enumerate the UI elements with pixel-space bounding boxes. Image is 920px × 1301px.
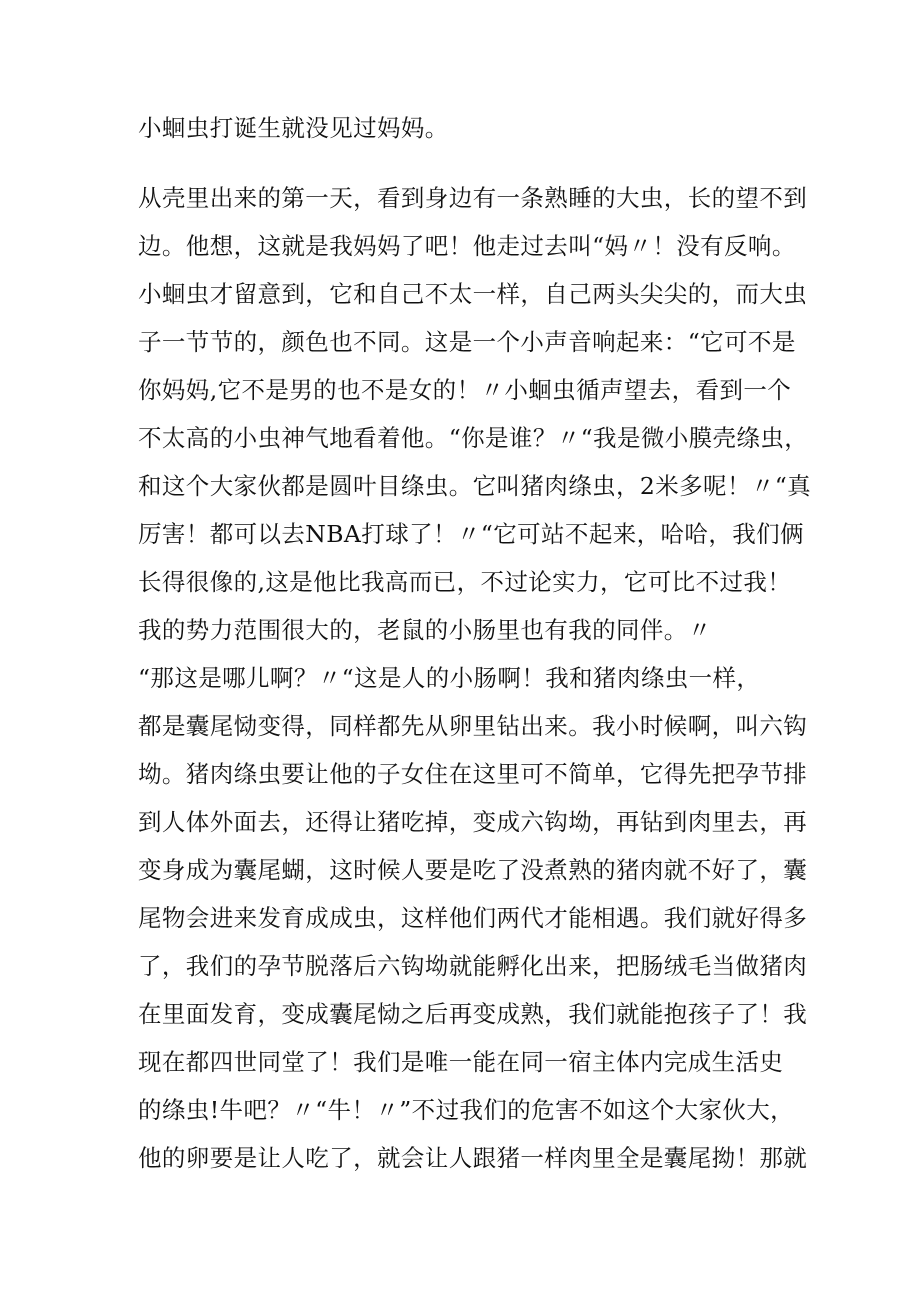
text-line: 和这个大家伙都是圆叶目绦虫。它叫猪肉绦虫，2米多呢！〃“真 bbox=[138, 472, 812, 500]
text-line: 在里面发育，变成囊尾恸之后再变成熟，我们就能抱孩子了！我 bbox=[138, 1000, 808, 1028]
text-line: 都是囊尾恸变得，同样都先从卵里钻出来。我小时候啊，叫六钩 bbox=[138, 712, 808, 740]
text-line: 不太高的小虫神气地看着他。“你是谁？〃“我是微小膜壳绦虫， bbox=[138, 424, 809, 452]
text-line: 小蛔虫打诞生就没见过妈妈。 bbox=[138, 114, 449, 142]
text-line: “那这是哪儿啊？〃“这是人的小肠啊！我和猪肉绦虫一样， bbox=[138, 664, 761, 692]
text-line: 从壳里出来的第一天，看到身边有一条熟睡的大虫，长的望不到 bbox=[138, 184, 808, 212]
text-line: 现在都四世同堂了！我们是唯一能在同一宿主体内完成生活史 bbox=[138, 1048, 784, 1076]
text-line: 坳。猪肉绦虫要让他的子女住在这里可不简单，它得先把孕节排 bbox=[138, 760, 808, 788]
text-line: 边。他想，这就是我妈妈了吧！他走过去叫“妈〃！没有反响。 bbox=[138, 232, 796, 260]
text-line: 尾物会进来发育成成虫，这样他们两代才能相遇。我们就好得多 bbox=[138, 904, 808, 932]
text-line: 小蛔虫才留意到，它和自己不太一样，自己两头尖尖的，而大虫 bbox=[138, 280, 808, 308]
text-line: 的绦虫!牛吧？〃“牛！〃”不过我们的危害不如这个大家伙大， bbox=[138, 1096, 795, 1124]
text-line: 厉害！都可以去NBA打球了！〃“它可站不起来，哈哈，我们俩 bbox=[138, 520, 804, 548]
text-line: 长得很像的,这是他比我高而已，不过论实力，它可比不过我！ bbox=[138, 568, 792, 596]
text-line: 你妈妈,它不是男的也不是女的！〃小蛔虫循声望去，看到一个 bbox=[138, 376, 792, 404]
text-line: 我的势力范围很大的，老鼠的小肠里也有我的同伴。〃 bbox=[138, 616, 712, 644]
text-line: 子一节节的，颜色也不同。这是一个小声音响起来：“它可不是 bbox=[138, 328, 796, 356]
text-line: 到人体外面去，还得让猪吃掉，变成六钩坳，再钻到肉里去，再 bbox=[138, 808, 808, 836]
text-line: 变身成为囊尾蝴，这时候人要是吃了没煮熟的猪肉就不好了，囊 bbox=[138, 856, 808, 884]
text-line: 他的卵要是让人吃了，就会让人跟猪一样肉里全是囊尾拗！那就 bbox=[138, 1144, 808, 1172]
text-line: 了，我们的孕节脱落后六钩坳就能孵化出来，把肠绒毛当做猪肉 bbox=[138, 952, 808, 980]
